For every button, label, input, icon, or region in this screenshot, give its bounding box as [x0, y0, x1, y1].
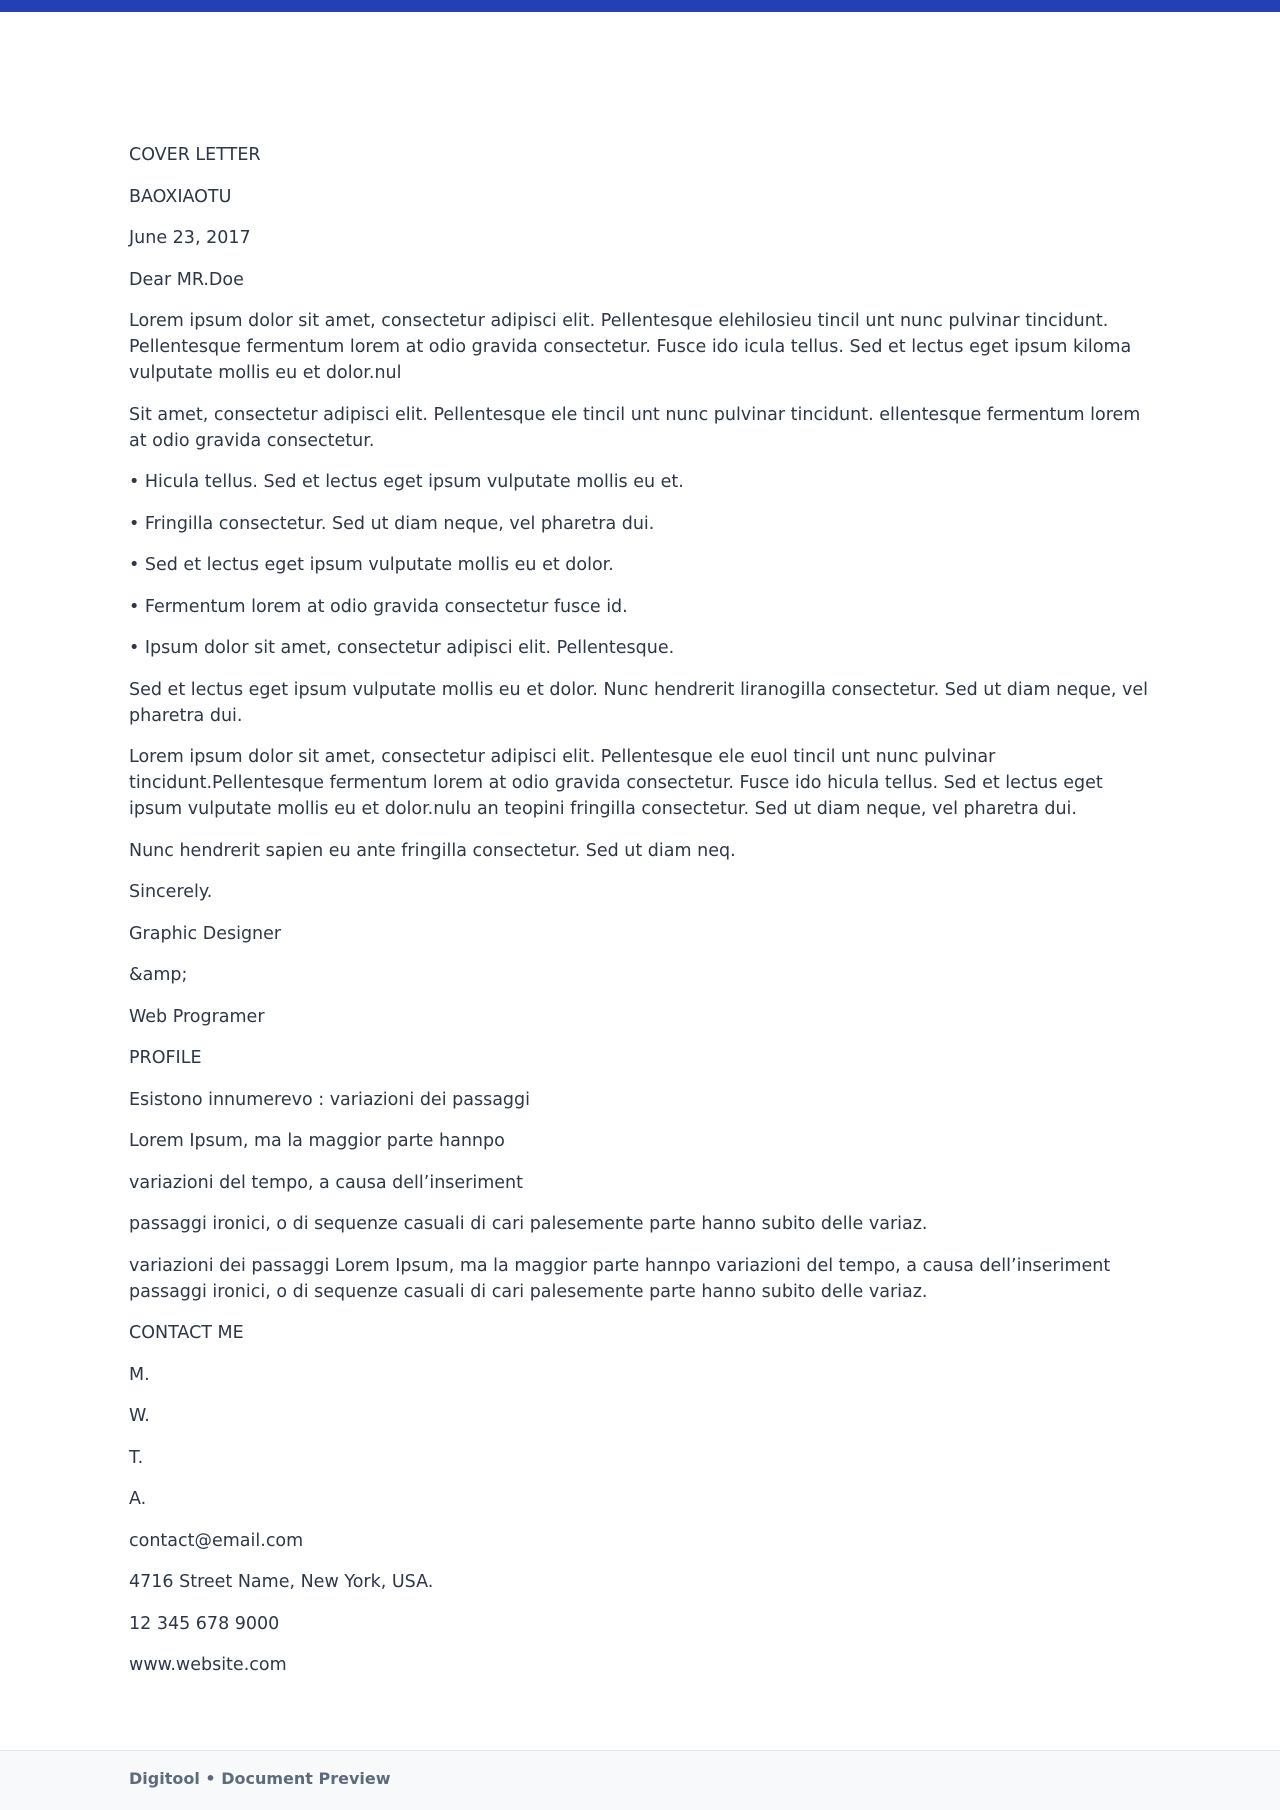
contact-label-m: M.	[129, 1364, 150, 1385]
contact-address: 4716 Street Name, New York, USA.	[129, 1572, 434, 1592]
contact-website: www.website.com	[129, 1655, 287, 1675]
job-title-2: Web Programer	[129, 1006, 265, 1027]
letter-heading: COVER LETTER	[129, 145, 261, 165]
profile-line-3: variazioni del tempo, a causa dell’inseriment	[129, 1172, 523, 1193]
contact-label-t: T.	[129, 1447, 144, 1468]
body-paragraph-3: Sed et lectus eget ipsum vulputate mollis eu et dolor. Nunc hendrerit liranogilla consectetur. Sed ut diam neque, vel pharetra dui.	[129, 679, 1149, 726]
bullet-item-3: • Sed et lectus eget ipsum vulputate mollis eu et dolor.	[129, 555, 614, 575]
salutation: Dear MR.Doe	[129, 269, 244, 290]
profile-paragraph: variazioni dei passaggi Lorem Ipsum, ma la maggior parte hannpo variazioni del tempo, a causa dell’inseriment passaggi ironici, o di sequenze casuali di cari palesemente parte hanno subito delle variaz.	[129, 1255, 1111, 1302]
letter-date: June 23, 2017	[129, 228, 251, 248]
contact-phone: 12 345 678 9000	[129, 1613, 280, 1634]
job-title-1: Graphic Designer	[129, 923, 282, 944]
bullet-item-2: • Fringilla consectetur. Sed ut diam neque, vel pharetra dui.	[129, 513, 655, 534]
bullet-item-4: • Fermentum lorem at odio gravida consectetur fusce id.	[129, 596, 628, 617]
profile-heading: PROFILE	[129, 1048, 202, 1068]
bullet-item-1: • Hicula tellus. Sed et lectus eget ipsum vulputate mollis eu et.	[129, 472, 684, 492]
body-paragraph-2: Sit amet, consectetur adipisci elit. Pellentesque ele tincil unt nunc pulvinar tincidunt. ellentesque fermentum lorem at odio gravida consectetur.	[129, 404, 1141, 451]
company-name: BAOXIAOTU	[129, 186, 232, 207]
contact-label-a: A.	[129, 1489, 147, 1509]
document-body	[129, 142, 1151, 1694]
body-paragraph-4: Lorem ipsum dolor sit amet, consectetur adipisci elit. Pellentesque ele euol tincil unt nunc pulvinar tincidunt.Pellentesque fermentum lorem at odio gravida consectetur. Fusce ido hicula tellus. Sed et lectus eget ipsum vulputate mollis eu et dolor.nulu an teopini fringilla consectetur. Sed ut diam neque, vel pharetra dui.	[129, 747, 1103, 819]
body-paragraph-5: Nunc hendrerit sapien eu ante fringilla consectetur. Sed ut diam neq.	[129, 840, 736, 861]
footer-label: Digitool • Document Preview	[129, 1769, 391, 1788]
profile-line-2: Lorem Ipsum, ma la maggior parte hannpo	[129, 1131, 505, 1151]
closing: Sincerely.	[129, 882, 213, 902]
contact-label-w: W.	[129, 1406, 150, 1426]
top-accent-bar	[0, 0, 1280, 12]
ampersand-line: &amp;	[129, 965, 188, 985]
profile-line-4: passaggi ironici, o di sequenze casuali di cari palesemente parte hanno subito delle variaz.	[129, 1214, 928, 1234]
preview-footer	[0, 1750, 1280, 1810]
body-paragraph-1: Lorem ipsum dolor sit amet, consectetur adipisci elit. Pellentesque elehilosieu tincil unt nunc pulvinar tincidunt. Pellentesque fermentum lorem at odio gravida consectetur. Fusce ido icula tellus. Sed et lectus eget ipsum kiloma vulputate mollis eu et dolor.nul	[129, 311, 1132, 383]
bullet-item-5: • Ipsum dolor sit amet, consectetur adipisci elit. Pellentesque.	[129, 638, 675, 658]
contact-email: contact@email.com	[129, 1530, 304, 1551]
profile-line-1: Esistono innumerevo : variazioni dei passaggi	[129, 1089, 530, 1110]
contact-heading: CONTACT ME	[129, 1323, 244, 1343]
